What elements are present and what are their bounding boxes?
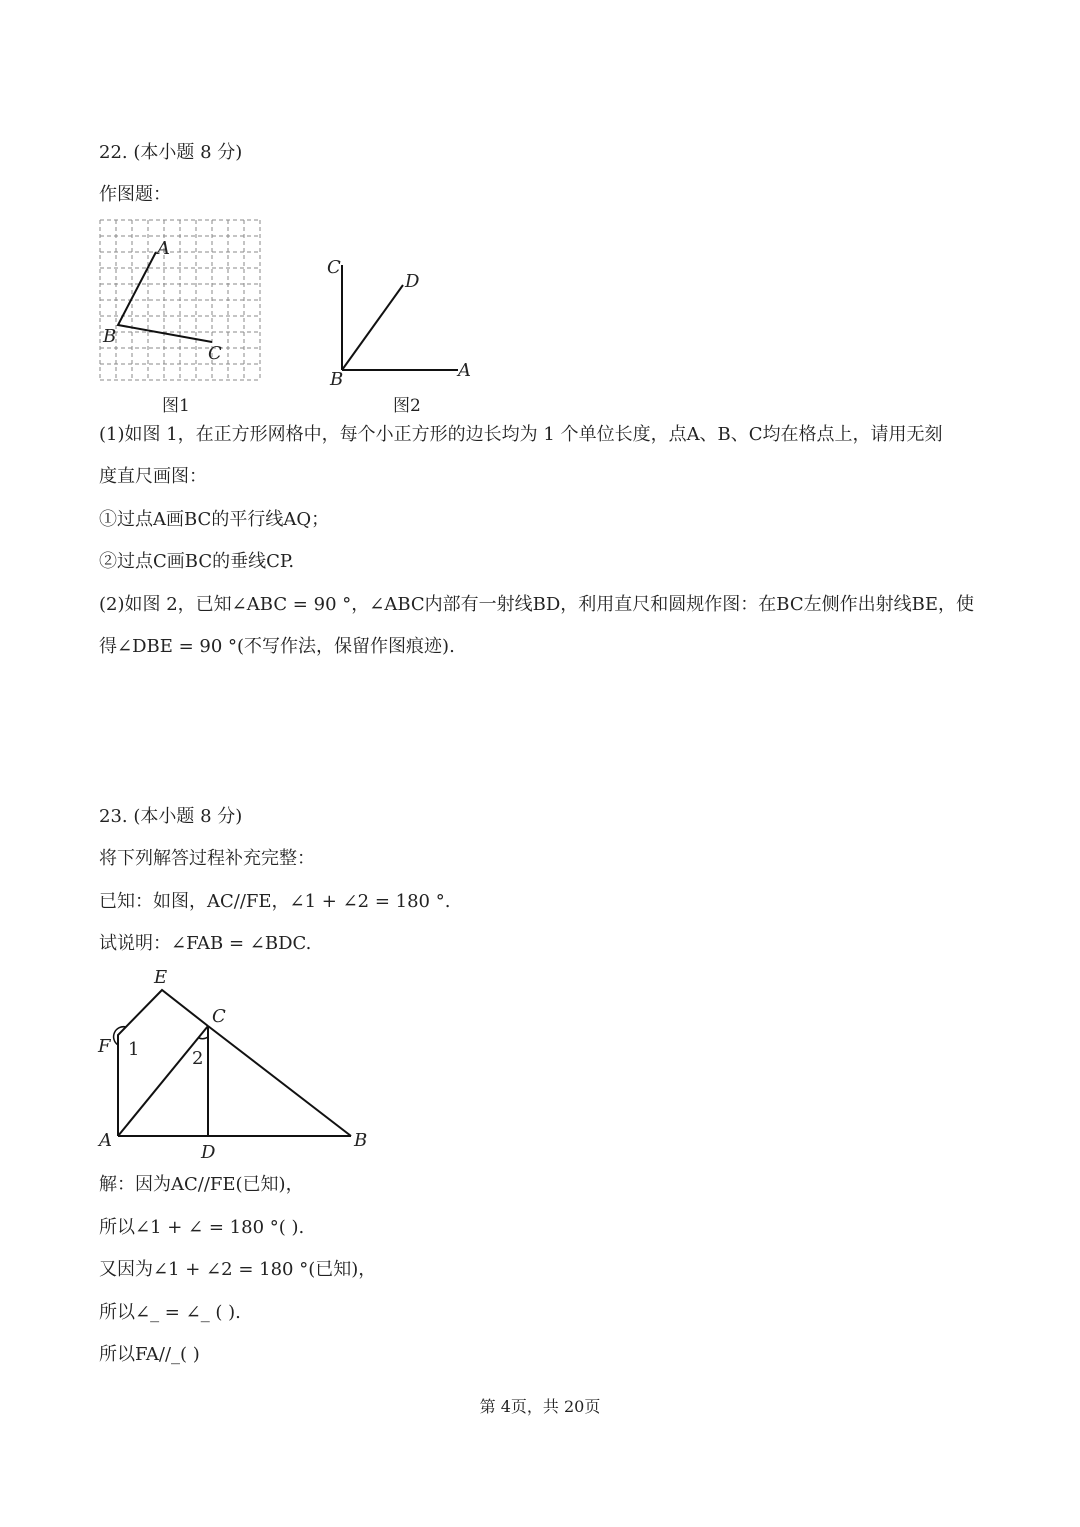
fig2-label-b: B <box>330 369 344 390</box>
q23-solution-3: 又因为∠1 + ∠2 = 180 °(已知)， <box>99 1259 377 1280</box>
figure-1-caption: 图1 <box>162 396 190 416</box>
fig2-label-c: C <box>327 257 341 278</box>
q23-solution-1: 解：因为AC//FE(已知)， <box>99 1174 304 1195</box>
q23-label-angle-1: 1 <box>128 1039 140 1060</box>
q22-part1-sub2: ②过点C画BC的垂线CP. <box>99 551 295 572</box>
figure-2-angle <box>320 255 480 390</box>
fig1-label-a: A <box>157 238 170 259</box>
segment-cb <box>208 1026 351 1136</box>
q23-label-b: B <box>354 1130 368 1151</box>
q23-solution-5: 所以FA//_( ) <box>99 1344 200 1365</box>
figure-1-grid <box>100 220 262 382</box>
q22-part1-sub1: ①过点A画BC的平行线AQ； <box>99 509 330 530</box>
q22-part1-line1: (1)如图 1，在正方形网格中，每个小正方形的边长均为 1 个单位长度，点A、B、C均在格点上，请用无刻 <box>99 424 943 445</box>
figure-2-caption: 图2 <box>393 396 421 416</box>
q22-part1-line2: 度直尺画图： <box>99 466 207 487</box>
q23-label-d: D <box>201 1142 216 1163</box>
page-footer: 第 4页，共 20页 <box>479 1397 601 1416</box>
q23-prove: 试说明：∠FAB = ∠BDC. <box>99 933 312 954</box>
fig2-label-d: D <box>405 271 420 292</box>
q23-label-angle-2: 2 <box>192 1048 204 1069</box>
q22-part2-line1: (2)如图 2，已知∠ABC = 90 °，∠ABC内部有一射线BD，利用直尺和圆规作图：在BC左侧作出射线BE，使 <box>99 594 975 615</box>
q23-label-e: E <box>154 967 168 988</box>
q23-given: 已知：如图，AC//FE，∠1 + ∠2 = 180 °. <box>99 891 451 912</box>
q23-label-f: F <box>98 1036 111 1057</box>
ray-bd <box>342 285 403 370</box>
q22-intro: 作图题： <box>99 184 171 205</box>
q23-solution-2: 所以∠1 + ∠ = 180 °( ). <box>99 1217 305 1238</box>
q22-header: 22. (本小题 8 分) <box>99 142 243 163</box>
q23-solution-4: 所以∠_ = ∠_ ( ). <box>99 1302 241 1323</box>
q23-intro: 将下列解答过程补充完整： <box>99 848 315 869</box>
fig1-label-b: B <box>103 326 117 347</box>
q23-header: 23. (本小题 8 分) <box>99 806 243 827</box>
fig1-label-c: C <box>208 343 222 364</box>
angle-2-arc <box>199 1037 208 1039</box>
q23-label-a: A <box>99 1130 112 1151</box>
q23-label-c: C <box>212 1006 226 1027</box>
fig2-label-a: A <box>458 360 471 381</box>
q23-figure <box>95 960 385 1165</box>
q22-part2-line2: 得∠DBE = 90 °(不写作法，保留作图痕迹). <box>99 636 455 657</box>
